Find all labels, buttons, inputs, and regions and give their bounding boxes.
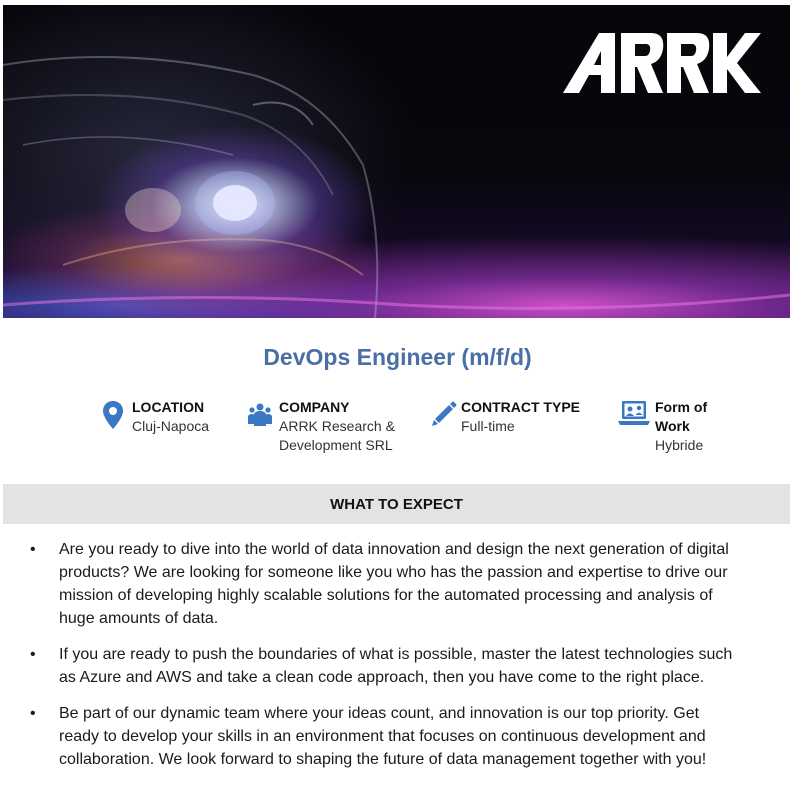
bullet-line: products? We are looking for someone like you who has the passion and expertise to drive our xyxy=(59,564,728,581)
arrk-logo xyxy=(563,27,763,99)
form-label-line2: Work xyxy=(655,418,690,434)
hero-banner xyxy=(3,5,790,318)
bullet-line: collaboration. We look forward to shaping the future of data management together with you! xyxy=(59,751,707,768)
people-icon xyxy=(248,402,272,426)
bullet-dot: • xyxy=(30,541,36,558)
bullet-line: mission of developing highly scalable solutions for the automated processing and analysis of xyxy=(59,587,713,604)
laptop-icon xyxy=(618,400,650,428)
job-title: DevOps Engineer (m/f/d) xyxy=(263,344,532,370)
bullet-line: Are you ready to dive into the world of data innovation and design the next generation of digital xyxy=(59,541,729,558)
location-value: Cluj-Napoca xyxy=(132,418,210,434)
form-label-line1: Form of xyxy=(655,399,708,415)
bullet-text xyxy=(59,702,767,771)
bullet-line: Be part of our dynamic team where your ideas count, and innovation is our top priority. Get xyxy=(59,705,700,722)
section-header xyxy=(3,484,790,524)
bullet-line: If you are ready to push the boundaries of what is possible, master the latest technologies such xyxy=(59,646,733,663)
form-value: Hybride xyxy=(655,437,704,453)
pencil-icon xyxy=(432,400,458,426)
company-value-line2: Development SRL xyxy=(279,437,393,453)
bullet-line: ready to develop your skills in an environment that focuses on continuous development and xyxy=(59,728,706,745)
contract-value: Full-time xyxy=(461,418,515,434)
company-value-line1: ARRK Research & xyxy=(279,418,395,434)
section-title: WHAT TO EXPECT xyxy=(330,496,463,513)
bullet-dot: • xyxy=(30,646,36,663)
bullet-text xyxy=(59,643,767,689)
location-label: LOCATION xyxy=(132,399,205,415)
company-label: COMPANY xyxy=(279,399,350,415)
contract-label: CONTRACT TYPE xyxy=(461,399,580,415)
bullet-dot: • xyxy=(30,705,36,722)
bullet-line: huge amounts of data. xyxy=(59,610,219,627)
map-pin-icon xyxy=(102,400,124,430)
bullet-line: as Azure and AWS and take a clean code approach, then you have come to the right place. xyxy=(59,669,705,686)
bullet-text xyxy=(59,538,767,630)
